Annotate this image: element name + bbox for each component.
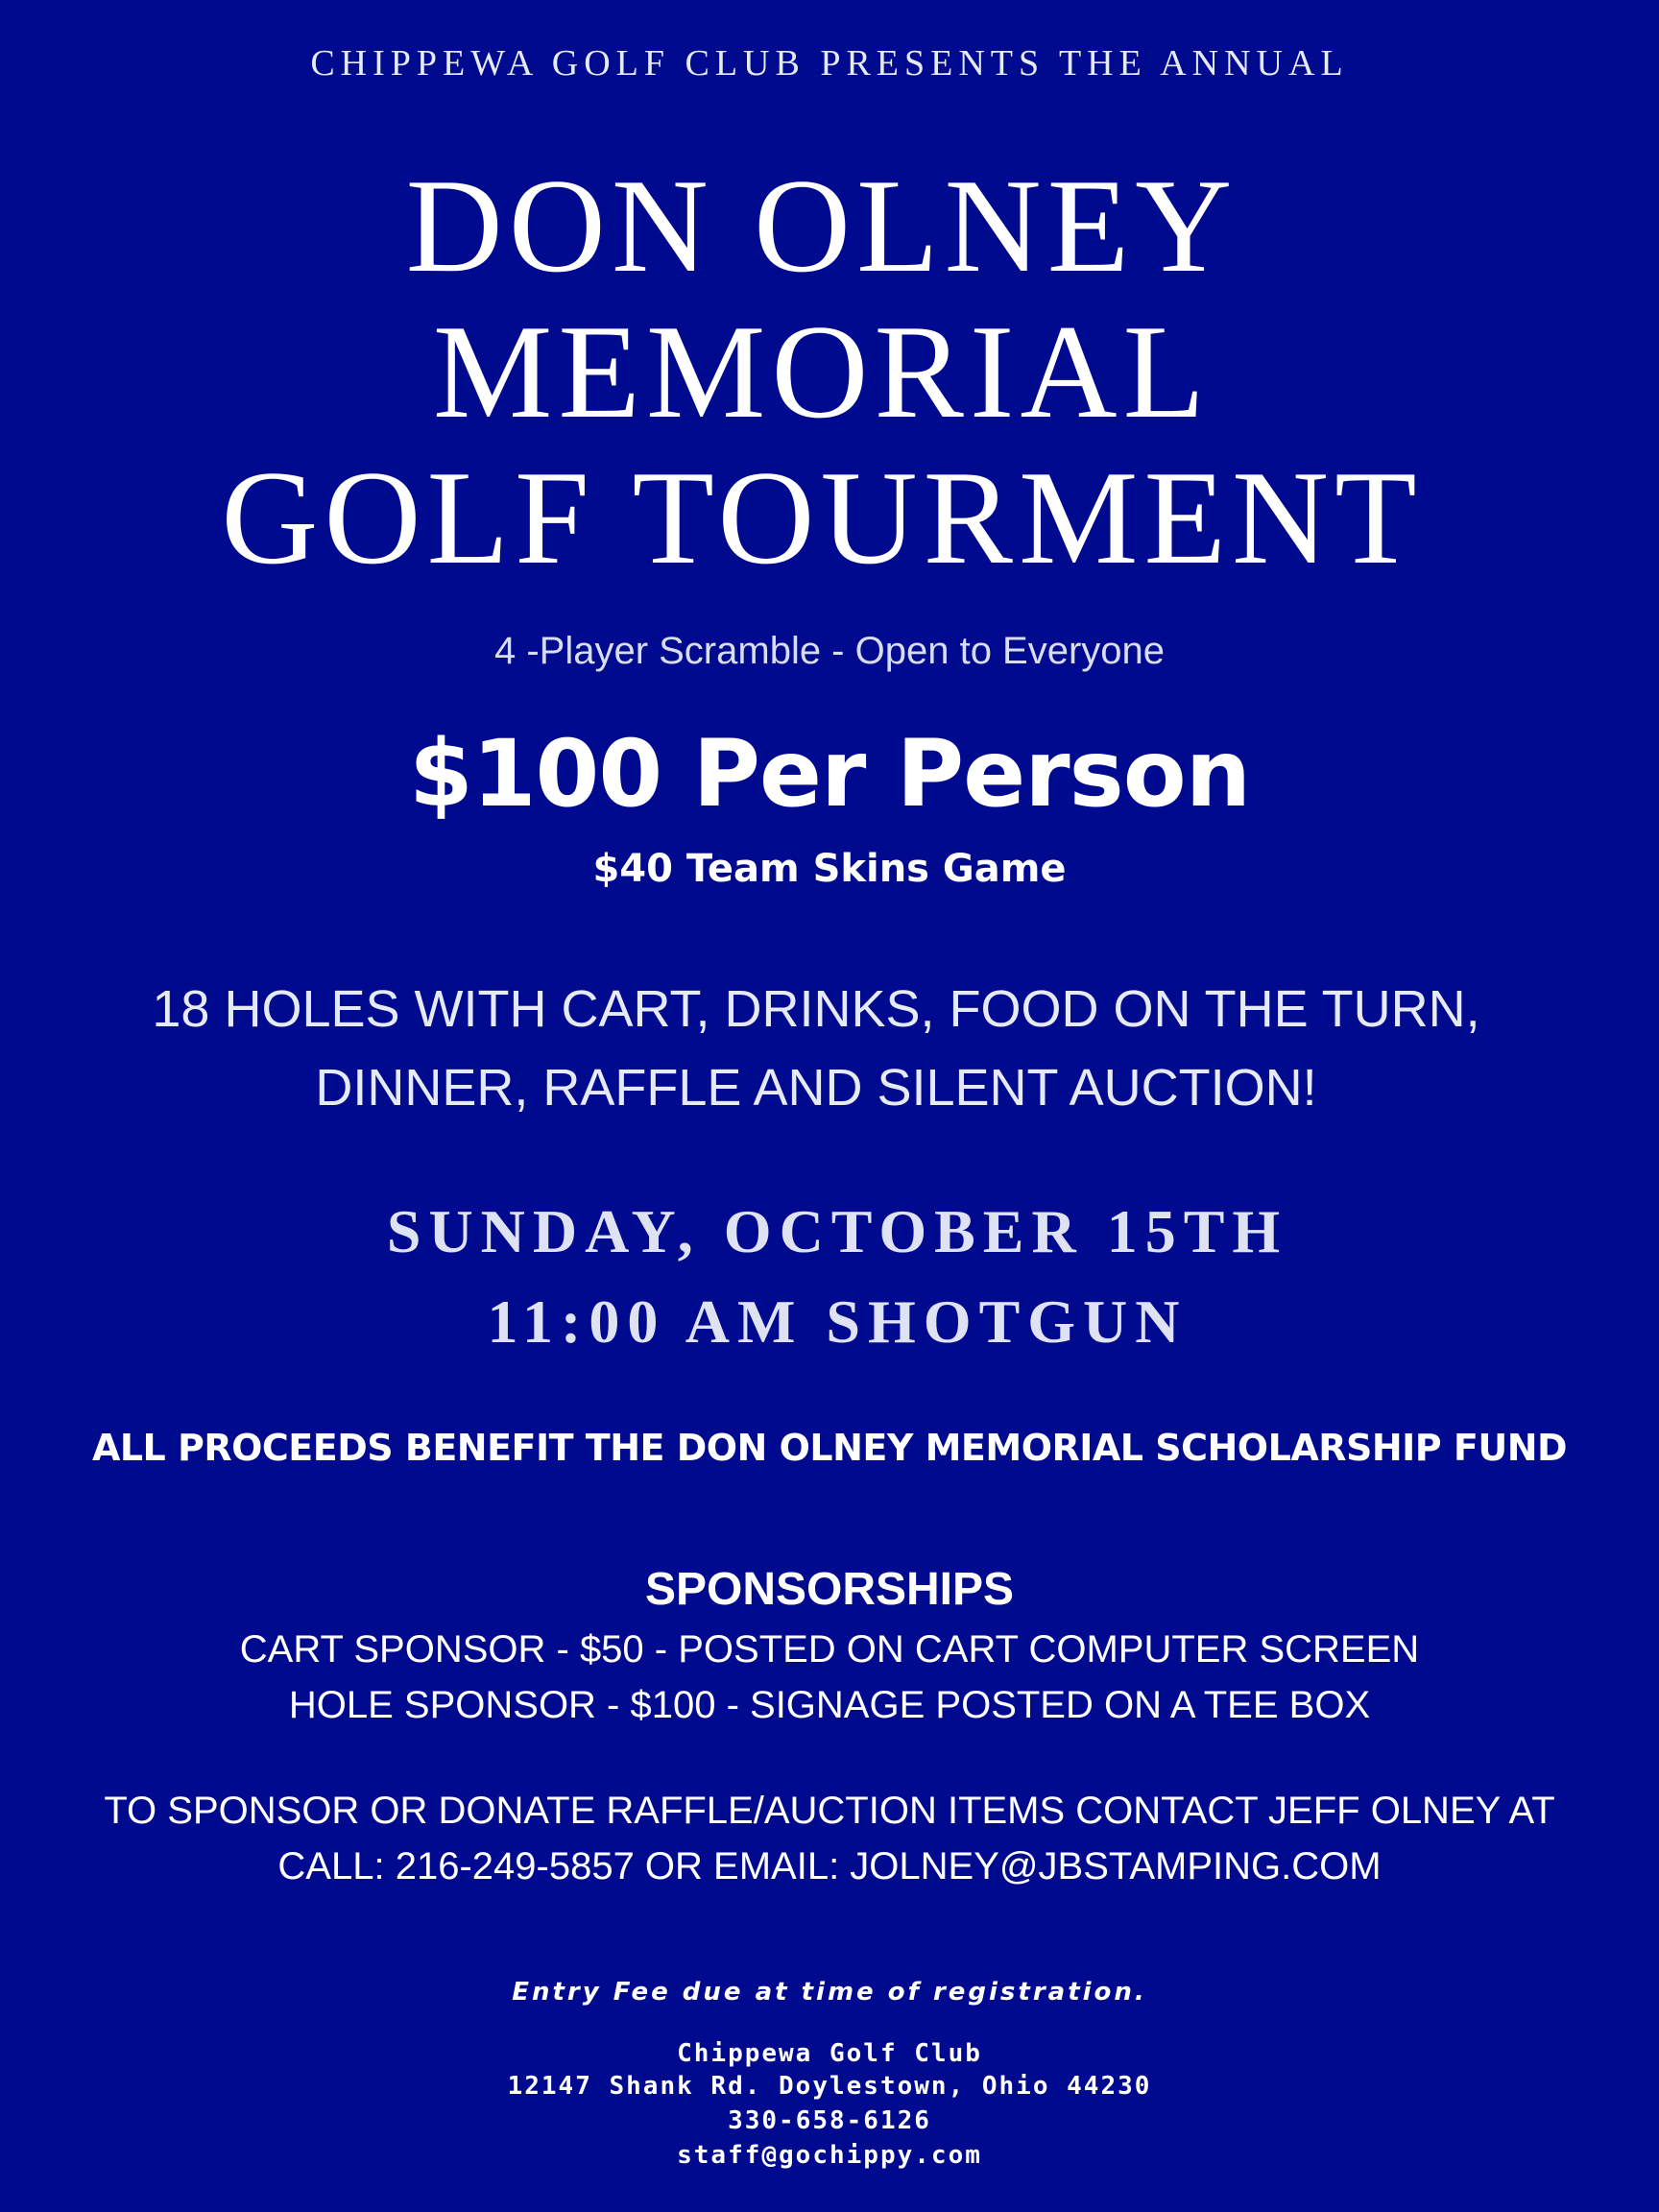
title-line-1: DON OLNEY (405, 152, 1238, 301)
proceeds-line: ALL PROCEEDS BENEFIT THE DON OLNEY MEMORIAL SCHOLARSHIP FUND (91, 1427, 1568, 1469)
club-name: Chippewa Golf Club (677, 2039, 982, 2068)
title-line-2: MEMORIAL (432, 298, 1212, 446)
club-email: staff@gochippy.com (677, 2141, 982, 2170)
contact-line-1: TO SPONSOR OR DONATE RAFFLE/AUCTION ITEMS CONTACT JEFF OLNEY AT (104, 1790, 1555, 1832)
hole-sponsor-line: HOLE SPONSOR - $100 - SIGNAGE POSTED ON A TEE BOX (288, 1684, 1371, 1726)
event-time: 11:00 AM SHOTGUN (487, 1287, 1188, 1356)
title-line-3: GOLF TOURMENT (221, 444, 1423, 592)
entry-fee-note: Entry Fee due at time of registration. (512, 1978, 1147, 2007)
presents-line: CHIPPEWA GOLF CLUB PRESENTS THE ANNUAL (310, 43, 1349, 84)
skins-game-line: $40 Team Skins Game (592, 847, 1067, 891)
contact-line-2: CALL: 216-249-5857 OR EMAIL: JOLNEY@JBSTAMPING.COM (277, 1845, 1382, 1887)
cart-sponsor-line: CART SPONSOR - $50 - POSTED ON CART COMPUTER SCREEN (239, 1628, 1420, 1671)
event-date: SUNDAY, OCTOBER 15TH (386, 1197, 1288, 1265)
includes-line-2: DINNER, RAFFLE AND SILENT AUCTION! (315, 1059, 1317, 1117)
sponsorships-heading: SPONSORSHIPS (644, 1564, 1015, 1615)
club-address: 12147 Shank Rd. Doylestown, Ohio 44230 (507, 2072, 1152, 2101)
price-line: $100 Per Person (408, 720, 1251, 828)
format-line: 4 -Player Scramble - Open to Everyone (493, 630, 1166, 672)
club-phone: 330-658-6126 (728, 2106, 931, 2135)
includes-line-1: 18 HOLES WITH CART, DRINKS, FOOD ON THE TURN, (152, 980, 1480, 1038)
